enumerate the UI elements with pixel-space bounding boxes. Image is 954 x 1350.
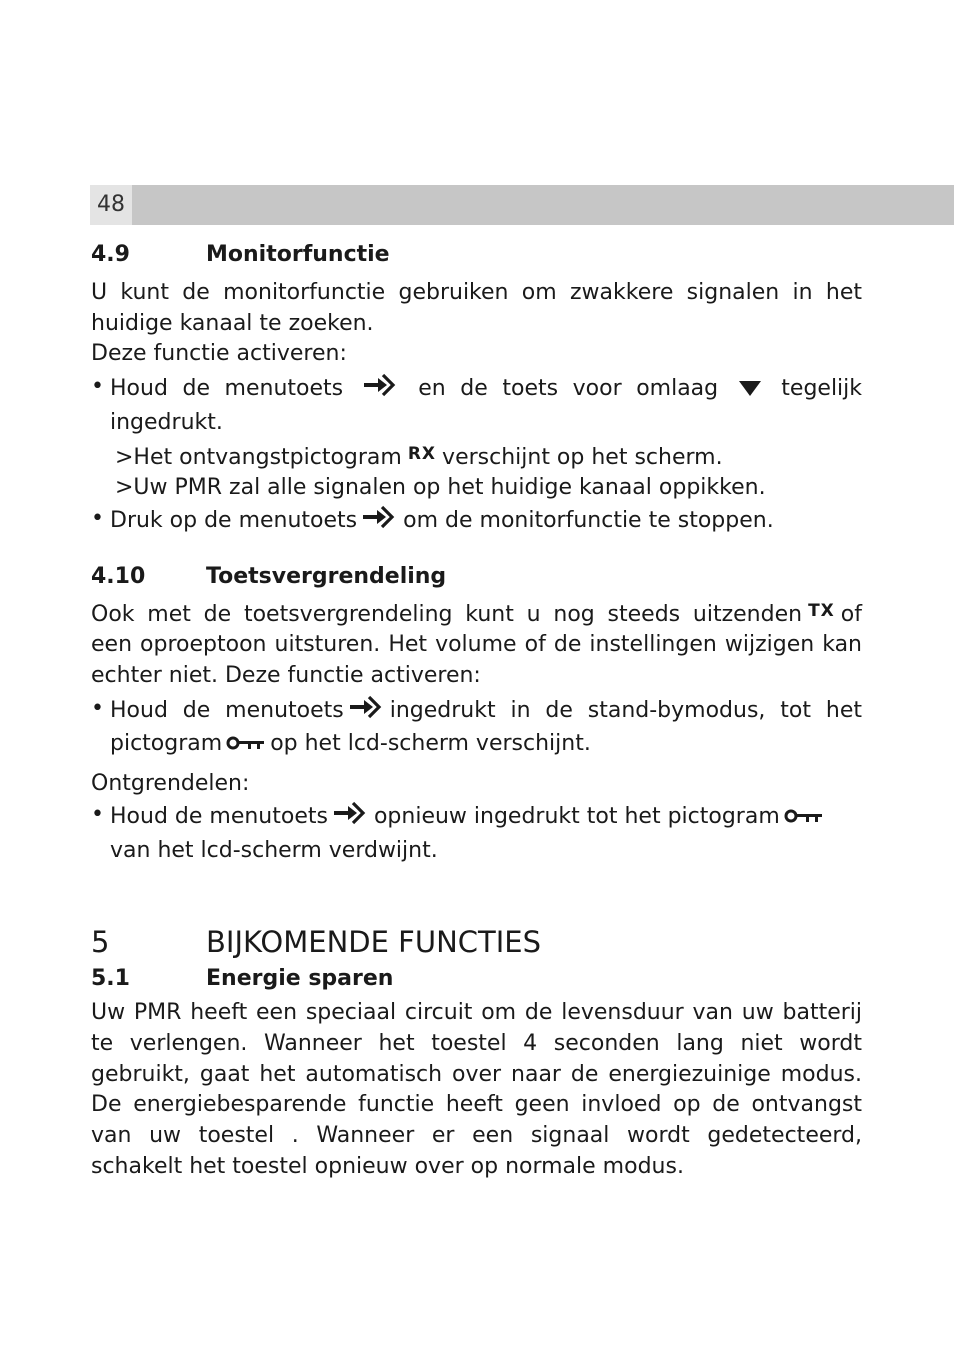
section-title: Toetsvergrendeling: [206, 563, 447, 589]
text: en de toets voor omlaag: [418, 376, 719, 402]
paragraph: Deze functie activeren:: [91, 341, 347, 367]
text: verschijnt op het scherm.: [442, 444, 723, 470]
text: tegelijk ingedrukt.: [110, 376, 863, 435]
section-4-9-heading: [91, 240, 862, 270]
rx-icon: RX: [407, 443, 437, 464]
bullet-dot: •: [91, 695, 104, 721]
text: ingedrukt in de stand-bymodus, tot het pictogram: [110, 697, 862, 757]
text: om de monitorfunctie te stoppen.: [403, 507, 774, 533]
down-triangle-icon: [737, 377, 763, 408]
page-number: 48: [90, 185, 132, 225]
paragraph: Ontgrendelen:: [91, 771, 250, 797]
section-number: 4.10: [91, 563, 146, 589]
section-title: Energie sparen: [206, 966, 394, 992]
menu-key-arrow-icon: [361, 504, 399, 540]
list-item: [91, 694, 862, 763]
paragraph: [91, 596, 862, 692]
key-lock-icon: [226, 732, 266, 763]
key-lock-icon: [784, 805, 824, 836]
chapter-title: BIJKOMENDE FUNCTIES: [206, 925, 542, 960]
menu-key-arrow-icon: [332, 800, 370, 836]
section-number: 5.1: [91, 966, 130, 992]
page-header-bar: [90, 185, 954, 225]
list-item: [91, 372, 862, 438]
text: Druk op de menutoets: [110, 507, 358, 533]
list-item: [91, 800, 862, 866]
text: Houd de menutoets: [110, 376, 344, 402]
list-item: [91, 504, 862, 540]
bullet-dot: •: [91, 505, 104, 531]
text: van het lcd-scherm verdwijnt.: [110, 837, 438, 863]
paragraph: U kunt de monitorfunctie gebruiken om zwakkere signalen in het huidige kanaal te zoeken.: [91, 280, 862, 336]
paragraph: Uw PMR heeft een speciaal circuit om de levensduur van uw batterij te verlengen. Wanneer het toestel 4 seconden lang niet wordt gebruikt, gaat het automatisch over naar de energiezuinige modus. De energiebesparende functie heeft geen invloed op de ontvangst van uw toestel . Wanneer er een signaal wordt gedetecteerd, schakelt het toestel opnieuw over op normale modus.: [91, 1000, 862, 1179]
text: of een oproeptoon uitsturen. Het volume of de instellingen wijzigen kan echter niet. Deze functie activeren:: [91, 601, 862, 689]
text: >Het ontvangstpictogram: [115, 444, 402, 470]
bullet-dot: •: [91, 374, 104, 400]
sub-item: >Uw PMR zal alle signalen op het huidige kanaal oppikken.: [115, 475, 766, 501]
section-title: Monitorfunctie: [206, 242, 390, 267]
tx-icon: TX: [808, 600, 835, 621]
menu-key-arrow-icon: [362, 372, 400, 408]
text: op het lcd-scherm verschijnt.: [270, 731, 591, 757]
text: opnieuw ingedrukt tot het pictogram: [373, 803, 780, 829]
section-number: 4.9: [91, 242, 130, 267]
chapter-5-heading: [91, 922, 862, 962]
sub-item: [91, 439, 862, 474]
section-4-10-heading: [91, 562, 862, 592]
text: Houd de menutoets: [110, 803, 328, 829]
bullet-dot: •: [91, 801, 104, 827]
menu-key-arrow-icon: [348, 694, 386, 730]
page-content: [91, 240, 862, 1182]
text: Ook met de toetsvergrendeling kunt u nog steeds uitzenden: [91, 601, 803, 627]
text: Houd de menutoets: [110, 697, 344, 723]
section-5-1-heading: [91, 964, 862, 994]
chapter-number: 5: [91, 925, 110, 960]
